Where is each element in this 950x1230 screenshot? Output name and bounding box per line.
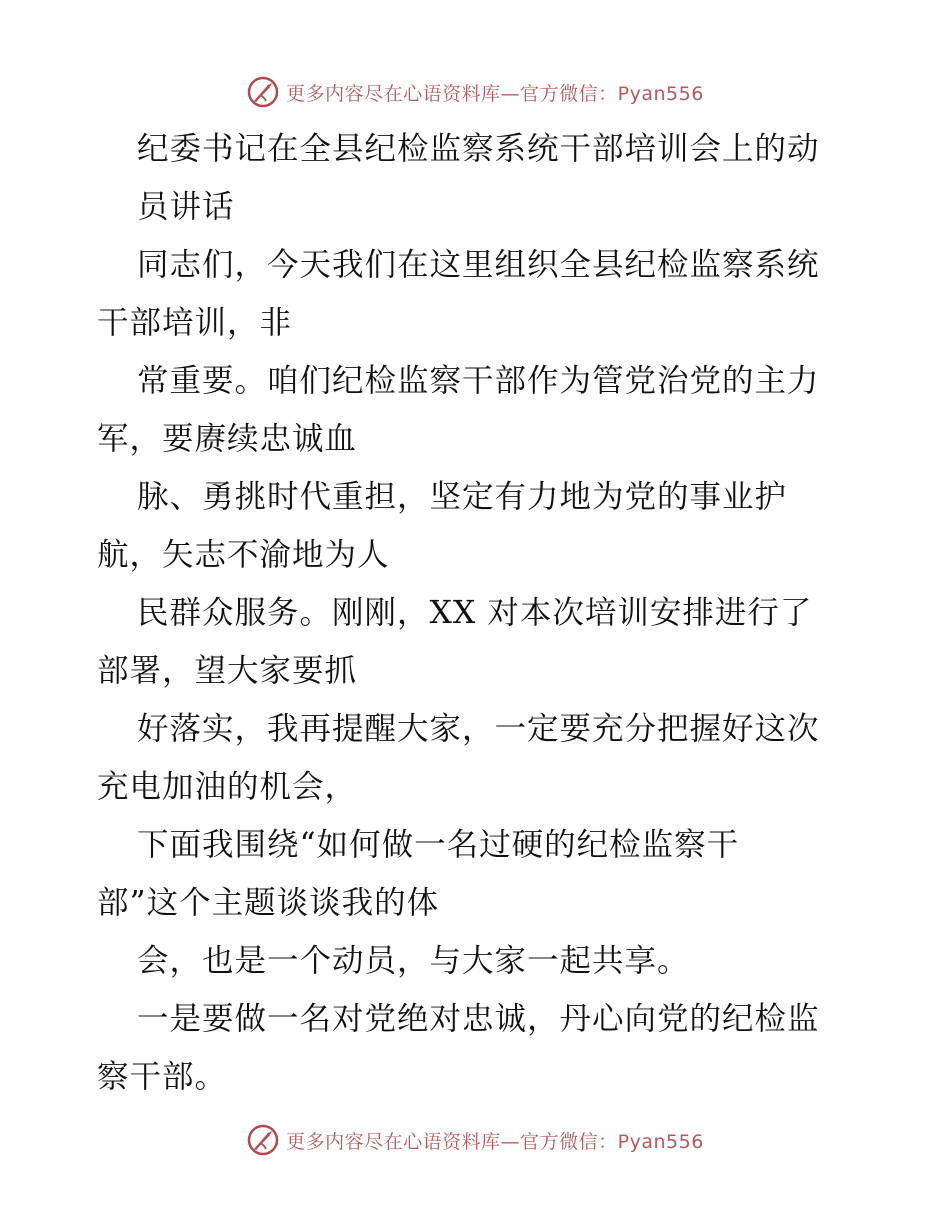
header-banner bbox=[0, 72, 950, 112]
text-line: 一是要做一名对党绝对忠诚，丹心向党的纪检监 bbox=[137, 1001, 820, 1037]
text-line: 下面我围绕“如何做一名过硬的纪检监察干 bbox=[137, 827, 740, 863]
text-line: 军，要赓续忠诚血 bbox=[97, 421, 358, 457]
text-line: 干部培训，非 bbox=[97, 305, 293, 341]
text-line: 民群众服务。刚刚，XX 对本次培训安排进行了 bbox=[137, 595, 813, 631]
quill-pen-logo-icon bbox=[246, 1123, 280, 1157]
text-line: 航，矢志不渝地为人 bbox=[97, 537, 390, 573]
text-line: 脉、勇挑时代重担，坚定有力地为党的事业护 bbox=[137, 479, 788, 515]
text-line: 同志们，今天我们在这里组织全县纪检监察系统 bbox=[137, 247, 820, 283]
quill-pen-logo-icon bbox=[246, 75, 280, 109]
text-line: 纪委书记在全县纪检监察系统干部培训会上的动 bbox=[137, 131, 820, 167]
text-line: 员讲话 bbox=[137, 189, 235, 225]
text-line: 察干部。 bbox=[97, 1059, 228, 1095]
footer-banner bbox=[0, 1120, 950, 1160]
text-line: 好落实，我再提醒大家，一定要充分把握好这次 bbox=[137, 711, 820, 747]
text-line: 部”这个主题谈谈我的体 bbox=[97, 885, 440, 921]
text-line: 常重要。咱们纪检监察干部作为管党治党的主力 bbox=[137, 363, 820, 399]
text-line: 会，也是一个动员，与大家一起共享。 bbox=[137, 943, 690, 979]
document-body bbox=[97, 120, 857, 1106]
footer-banner-text: 更多内容尽在心语资料库—官方微信：Pyan556 bbox=[286, 1130, 704, 1153]
header-banner-text: 更多内容尽在心语资料库—官方微信：Pyan556 bbox=[286, 82, 704, 105]
text-line: 充电加油的机会， bbox=[97, 769, 358, 805]
text-line: 部署，望大家要抓 bbox=[97, 653, 358, 689]
